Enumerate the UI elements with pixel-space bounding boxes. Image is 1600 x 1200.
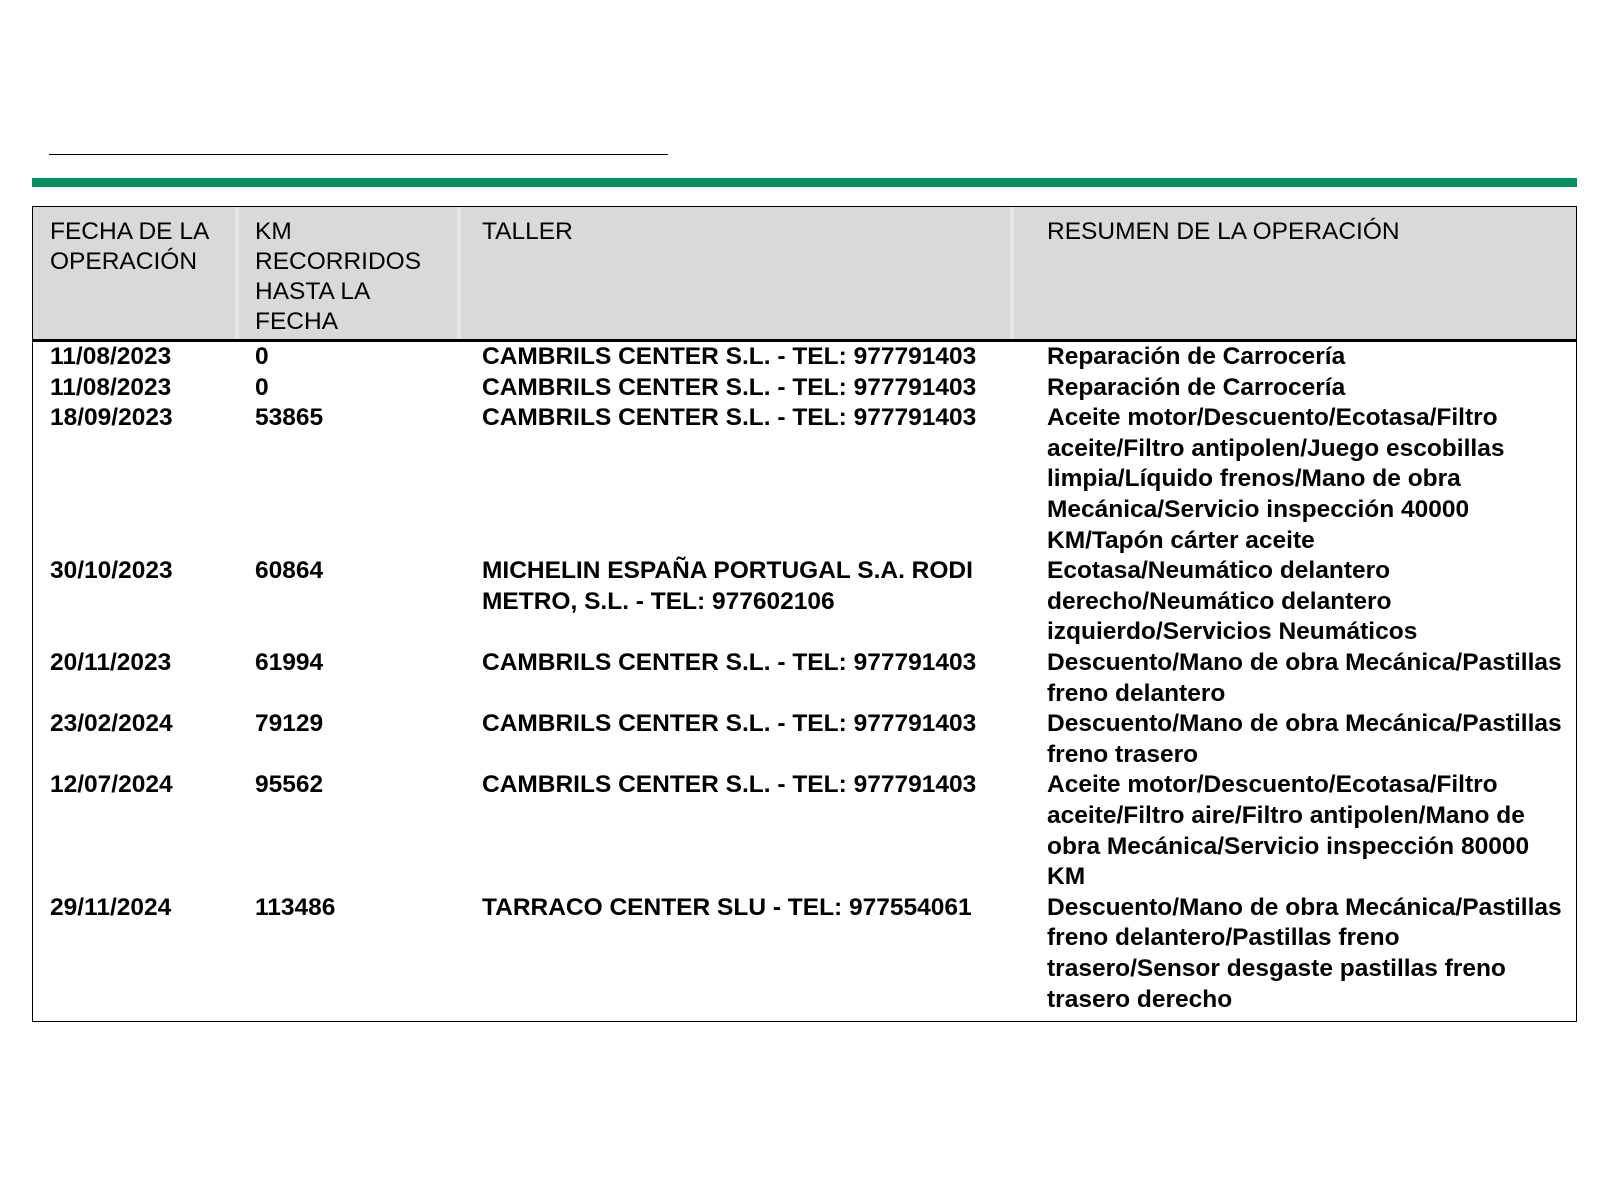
table-row xyxy=(33,403,1576,556)
cell-resumen: Reparación de Carrocería xyxy=(1047,373,1346,401)
table-body xyxy=(33,342,1576,1015)
cell-taller: CAMBRILS CENTER S.L. - TEL: 977791403 xyxy=(482,710,977,738)
header-fecha: FECHA DE LA OPERACIÓN xyxy=(50,218,210,275)
green-accent-bar xyxy=(32,178,1577,187)
cell-taller: CAMBRILS CENTER S.L. - TEL: 977791403 xyxy=(482,771,977,799)
header-resumen: RESUMEN DE LA OPERACIÓN xyxy=(1047,218,1400,245)
cell-taller: TARRACO CENTER SLU - TEL: 977554061 xyxy=(482,893,972,921)
operations-table xyxy=(32,206,1577,1022)
cell-km: 0 xyxy=(255,373,269,401)
cell-fecha: 20/11/2023 xyxy=(50,648,172,676)
cell-resumen: Descuento/Mano de obra Mecánica/Pastillas freno trasero xyxy=(1047,710,1562,768)
cell-resumen: Descuento/Mano de obra Mecánica/Pastillas freno delantero xyxy=(1047,648,1562,707)
cell-km: 53865 xyxy=(255,404,324,432)
cell-resumen: Reparación de Carrocería xyxy=(1047,343,1346,370)
cell-km: 113486 xyxy=(255,893,336,921)
cell-resumen: Ecotasa/Neumático delantero derecho/Neumático delantero izquierdo/Servicios Neumáticos xyxy=(1047,557,1418,646)
top-rule xyxy=(49,154,668,155)
cell-resumen: Aceite motor/Descuento/Ecotasa/Filtro aceite/Filtro antipolen/Juego escobillas limpia/Líquido frenos/Mano de obra Mecánica/Servicio inspección 40000 KM/Tapón cárter aceite xyxy=(1047,404,1505,554)
cell-fecha: 18/09/2023 xyxy=(50,404,173,432)
cell-km: 0 xyxy=(255,343,269,370)
cell-fecha: 29/11/2024 xyxy=(50,893,172,921)
table-row xyxy=(33,556,1576,648)
cell-km: 95562 xyxy=(255,771,324,799)
cell-taller: CAMBRILS CENTER S.L. - TEL: 977791403 xyxy=(482,404,977,432)
cell-fecha: 12/07/2024 xyxy=(50,771,173,799)
table-row xyxy=(33,648,1576,709)
cell-km: 79129 xyxy=(255,710,324,738)
cell-taller: CAMBRILS CENTER S.L. - TEL: 977791403 xyxy=(482,343,977,370)
cell-taller: CAMBRILS CENTER S.L. - TEL: 977791403 xyxy=(482,648,977,676)
cell-taller: MICHELIN ESPAÑA PORTUGAL S.A. RODI METRO, S.L. - TEL: 977602106 xyxy=(482,557,973,615)
table-row xyxy=(33,770,1576,892)
cell-km: 61994 xyxy=(255,648,324,676)
table-header xyxy=(33,207,1576,342)
cell-km: 60864 xyxy=(255,557,324,585)
cell-fecha: 11/08/2023 xyxy=(50,373,172,401)
cell-resumen: Descuento/Mano de obra Mecánica/Pastillas freno delantero/Pastillas freno trasero/Sensor desgaste pastillas freno trasero derecho xyxy=(1047,893,1562,1013)
cell-fecha: 30/10/2023 xyxy=(50,557,173,585)
table-row xyxy=(33,893,1576,1015)
table-row xyxy=(33,342,1576,373)
cell-fecha: 23/02/2024 xyxy=(50,710,173,738)
header-km: KM RECORRIDOS HASTA LA FECHA xyxy=(255,218,422,335)
cell-taller: CAMBRILS CENTER S.L. - TEL: 977791403 xyxy=(482,373,977,401)
cell-fecha: 11/08/2023 xyxy=(50,343,172,370)
table-row xyxy=(33,373,1576,404)
table-row xyxy=(33,709,1576,770)
cell-resumen: Aceite motor/Descuento/Ecotasa/Filtro aceite/Filtro aire/Filtro antipolen/Mano de obra Mecánica/Servicio inspección 80000 KM xyxy=(1047,771,1530,891)
header-taller: TALLER xyxy=(482,218,573,245)
